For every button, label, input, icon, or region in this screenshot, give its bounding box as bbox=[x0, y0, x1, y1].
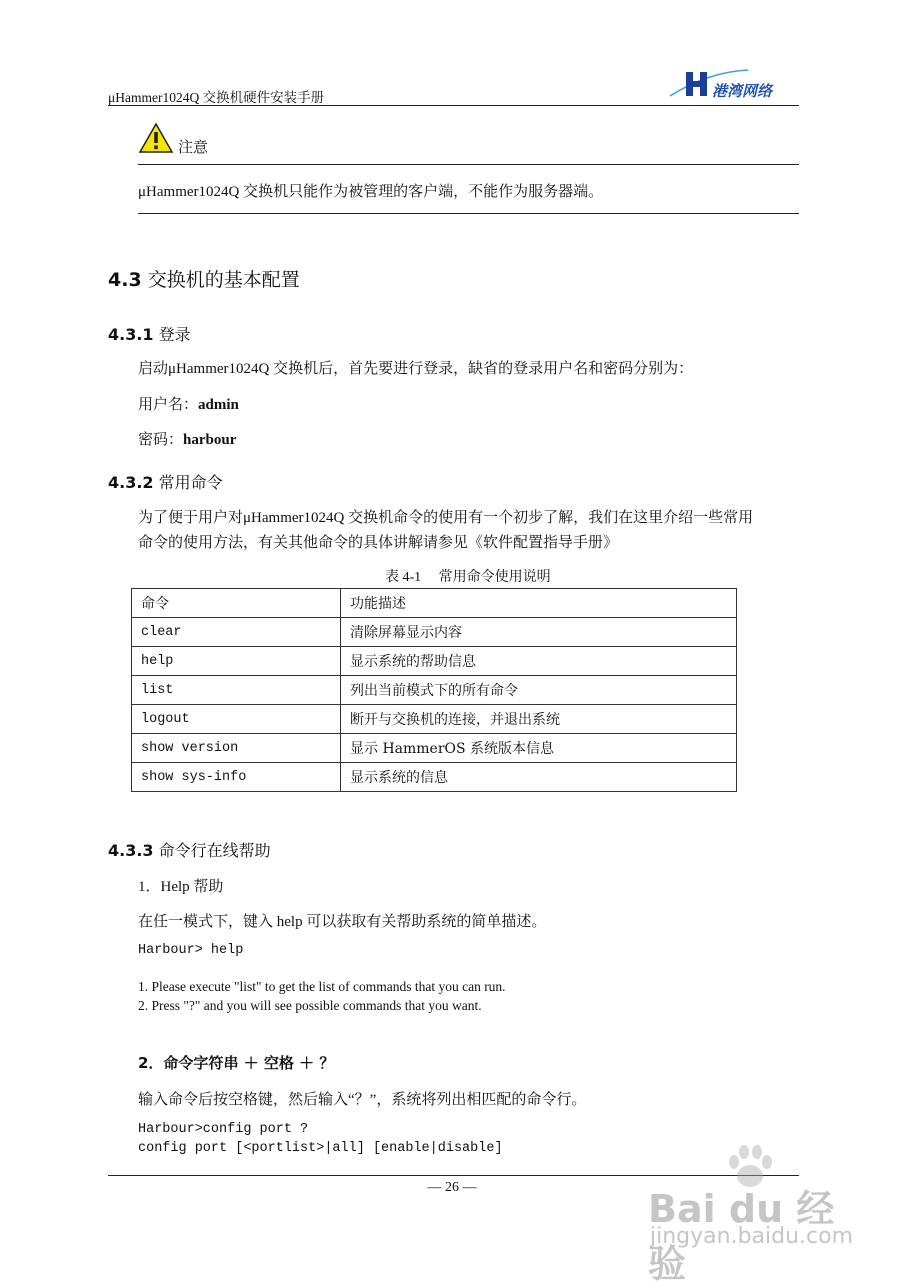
description-cell: 列出当前模式下的所有命令 bbox=[341, 676, 737, 705]
table-row bbox=[132, 763, 737, 792]
login-intro: 启动μHammer1024Q 交换机后，首先要进行登录，缺省的登录用户名和密码分别为： bbox=[138, 361, 694, 377]
password-value: harbour bbox=[183, 432, 237, 448]
section-4-3-heading bbox=[108, 265, 300, 292]
section-title: 常用命令 bbox=[158, 473, 223, 492]
commands-intro-line1: 为了便于用户对μHammer1024Q 交换机命令的使用有一个初步了解，我们在这里介绍一些常用 bbox=[138, 510, 754, 526]
command-cell: clear bbox=[132, 618, 341, 647]
table-header-cell: 功能描述 bbox=[341, 589, 737, 618]
table-row bbox=[132, 647, 737, 676]
table-row bbox=[132, 618, 737, 647]
note-label: 注意 bbox=[178, 138, 209, 156]
baidu-watermark bbox=[640, 1142, 870, 1286]
username-label: 用户名： bbox=[138, 395, 199, 413]
help-output-line2: 2. Press "?" and you will see possible commands that you want. bbox=[138, 998, 482, 1013]
watermark-url: jingyan.baidu.com bbox=[650, 1224, 854, 1249]
help-output-line1: 1. Please execute "list" to get the list of commands that you can run. bbox=[138, 979, 506, 994]
page-number: — 26 — bbox=[427, 1180, 477, 1195]
watermark-brand: Bai du 经验 bbox=[648, 1187, 835, 1286]
section-number: 4.3.3 bbox=[108, 841, 154, 860]
command-cell: help bbox=[132, 647, 341, 676]
note-text: μHammer1024Q 交换机只能作为被管理的客户端，不能作为服务器端。 bbox=[138, 184, 604, 200]
section-4-3-2-heading bbox=[108, 470, 223, 493]
commands-intro-line2: 命令的使用方法，有关其他命令的具体讲解请参见《软件配置指导手册》 bbox=[138, 535, 619, 551]
section-title: 登录 bbox=[158, 325, 191, 344]
command-cell: logout bbox=[132, 705, 341, 734]
command-cell: list bbox=[132, 676, 341, 705]
note-rule-bottom bbox=[138, 213, 799, 214]
commands-table bbox=[131, 588, 737, 792]
table-row bbox=[132, 705, 737, 734]
section-4-3-3-heading bbox=[108, 838, 271, 861]
table-header-row bbox=[132, 589, 737, 618]
table-header-cell: 命令 bbox=[132, 589, 341, 618]
table-caption: 表 4-1 常用命令使用说明 bbox=[385, 570, 551, 585]
description-cell: 显示系统的信息 bbox=[341, 763, 737, 792]
note-rule-top bbox=[138, 164, 799, 165]
username-value: admin bbox=[198, 397, 239, 413]
table-row bbox=[132, 676, 737, 705]
command-cell: show version bbox=[132, 734, 341, 763]
header-title: μHammer1024Q 交换机硬件安装手册 bbox=[108, 90, 325, 105]
default-password bbox=[138, 428, 236, 449]
command-string-heading: 2．命令字符串 ＋ 空格 ＋ ？ bbox=[138, 1054, 335, 1072]
section-4-3-1-heading bbox=[108, 322, 191, 345]
description-cell: 显示系统的帮助信息 bbox=[341, 647, 737, 676]
config-command-line2: config port [<portlist>|all] [enable|disable] bbox=[138, 1141, 503, 1156]
section-number: 4.3.2 bbox=[108, 473, 154, 492]
description-cell: 显示 HammerOS 系统版本信息 bbox=[341, 734, 737, 763]
description-cell: 清除屏幕显示内容 bbox=[341, 618, 737, 647]
table-row bbox=[132, 734, 737, 763]
default-username bbox=[138, 393, 239, 414]
company-logo bbox=[668, 66, 800, 106]
logo-text: 港湾网络 bbox=[712, 82, 773, 100]
command-string-description: 输入命令后按空格键，然后输入“？”，系统将列出相匹配的命令行。 bbox=[138, 1092, 587, 1108]
description-cell: 断开与交换机的连接，并退出系统 bbox=[341, 705, 737, 734]
section-number: 4.3.1 bbox=[108, 325, 154, 344]
command-cell: show sys-info bbox=[132, 763, 341, 792]
help-command-example: Harbour> help bbox=[138, 943, 244, 958]
section-title: 命令行在线帮助 bbox=[158, 841, 271, 860]
help-item-heading: 1．Help 帮助 bbox=[138, 879, 224, 895]
help-item-description: 在任一模式下，键入 help 可以获取有关帮助系统的简单描述。 bbox=[138, 914, 547, 930]
warning-icon bbox=[138, 122, 174, 154]
password-label: 密码： bbox=[138, 430, 184, 448]
config-command-line1: Harbour>config port ? bbox=[138, 1122, 309, 1137]
section-title: 交换机的基本配置 bbox=[147, 269, 300, 291]
section-number: 4.3 bbox=[108, 269, 142, 291]
